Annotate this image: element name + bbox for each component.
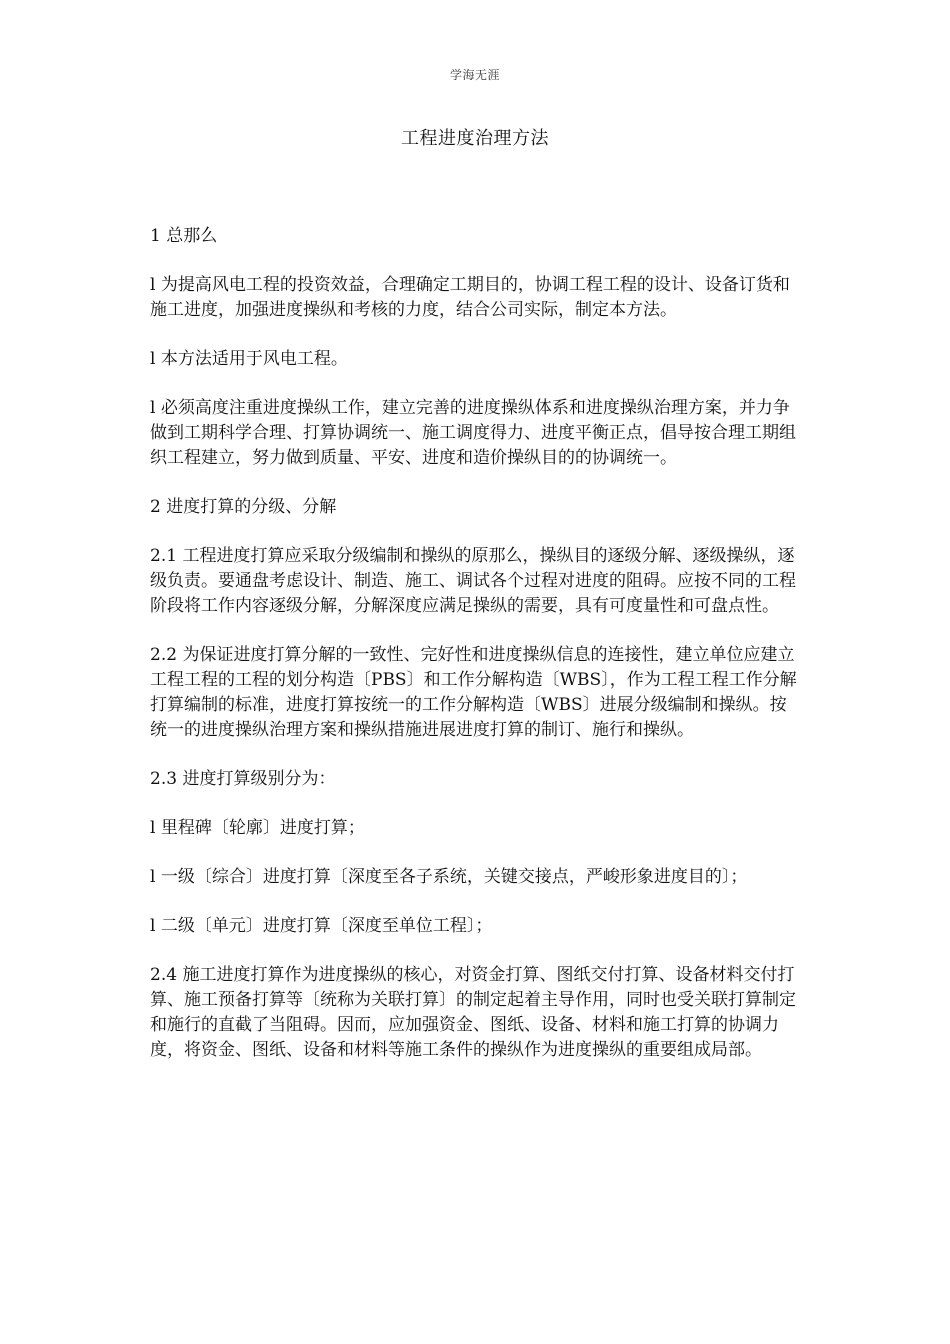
page-header: 学海无涯 — [449, 68, 500, 82]
paragraph-2-1: 2.1 工程进度打算应采取分级编制和操纵的原那么，操纵目的逐级分解、逐级操纵，逐级负责。要通盘考虑设计、制造、施工、调试各个过程对进度的阻碍。应按不同的工程阶段将工作内容逐级分解，分解深度应满足操纵的需要，具有可度量性和可盘点性。 — [150, 546, 796, 616]
paragraph-2-3: 2.3 进度打算级别分为： — [150, 769, 336, 789]
paragraph-2-2: 2.2 为保证进度打算分解的一致性、完好性和进度操纵信息的连接性，建立单位应建立工程工程的工程的划分构造〔PBS〕和工作分解构造〔WBS〕，作为工程工程工作分解打算编制的标准，进度打算按统一的工作分解构造〔WBS〕进展分级编制和操纵。按统一的进度操纵治理方案和操纵措施进展进度打算的制订、施行和操纵。 — [150, 645, 797, 740]
paragraph-scope: l 本方法适用于风电工程。 — [150, 349, 348, 369]
paragraph-purpose: l 为提高风电工程的投资效益，合理确定工期目的，协调工程工程的设计、设备订货和施工进度，加强进度操纵和考核的力度，结合公司实际，制定本方法。 — [150, 275, 790, 320]
list-item-level-one-plan: l 一级〔综合〕进度打算〔深度至各子系统，关键交接点，严峻形象进度目的〕； — [150, 867, 748, 887]
paragraph-2-4: 2.4 施工进度打算作为进度操纵的核心，对资金打算、图纸交付打算、设备材料交付打算、施工预备打算等〔统称为关联打算〕的制定起着主导作用，同时也受关联打算制定和施行的直截了当阻碍。因而，应加强资金、图纸、设备、材料和施工打算的协调力度，将资金、图纸、设备和材料等施工条件的操纵作为进度操纵的重要组成局部。 — [150, 965, 796, 1060]
document-body — [150, 224, 800, 1087]
list-item-milestone-plan: l 里程碑〔轮廓〕进度打算； — [150, 818, 365, 838]
section-heading-plan-levels: 2 进度打算的分级、分解 — [150, 497, 337, 517]
section-heading-general: 1 总那么 — [150, 226, 218, 246]
paragraph-emphasis: l 必须高度注重进度操纵工作，建立完善的进度操纵体系和进度操纵治理方案，并力争做到工期科学合理、打算协调统一、施工调度得力、进度平衡正点，倡导按合理工期组织工程建立，努力做到质量、平安、进度和造价操纵目的的协调统一。 — [150, 398, 796, 468]
document-title: 工程进度治理方法 — [401, 128, 549, 149]
list-item-level-two-plan: l 二级〔单元〕进度打算〔深度至单位工程〕； — [150, 916, 493, 936]
